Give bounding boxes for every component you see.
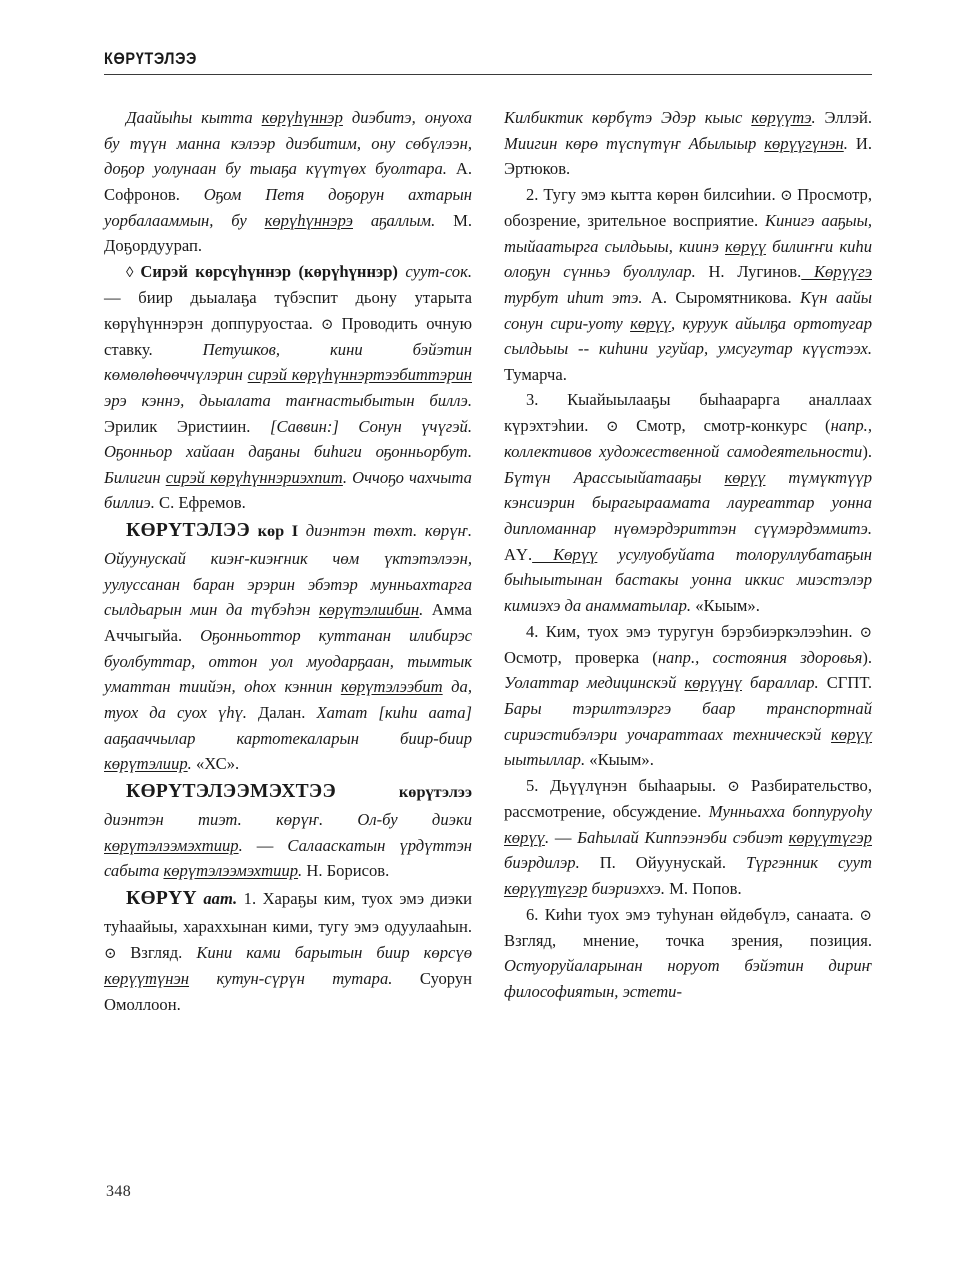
- text-run: Кыайыылааҕы быһаарарга аналлаах күрэхтэһии.: [504, 390, 872, 436]
- text-run: Осмотр, проверка (: [504, 647, 658, 667]
- text-run: —: [104, 287, 139, 307]
- text-run: биэрдилэр.: [504, 853, 580, 873]
- text-run: «Кыым».: [585, 750, 654, 770]
- text-run: Баһылай Киппээнэби сэбиэт: [577, 827, 789, 847]
- text-run: П. Ойуунускай.: [579, 853, 726, 873]
- text-run: Тугу эмэ кытта көрөн билсиһии.: [543, 184, 776, 204]
- text-run: —: [242, 835, 288, 855]
- text-run: Көрүү: [532, 544, 598, 564]
- text-run: ⊙: [716, 778, 752, 795]
- text-run: Даайыһы кытта: [126, 108, 262, 127]
- text-run: .: [811, 108, 816, 127]
- text-run: .: [843, 133, 848, 153]
- text-run: көрүтэлиир: [104, 754, 188, 774]
- text-run: Хараҕы ким, туох эмэ диэки туһаайыы, хараххынан кими, тугу эмэ одуулааһын.: [104, 888, 472, 936]
- text-run: [Саввин:] Сонун үчүгэй. Оҕонньор хайаан даҕаны биһиги оҕонньорбут. Билигин: [104, 416, 473, 487]
- text-run: напр., коллективов художественной самодеятельности: [504, 416, 872, 462]
- text-run: . Оччоҕо чахчыта биллиэ.: [104, 467, 472, 513]
- text-run: көрүһүннэрэ: [264, 210, 353, 230]
- text-run: Кинигэ ааҕыы, тыйаатырга сылдьыы, киинэ: [504, 211, 872, 256]
- text-run: .: [238, 835, 243, 855]
- text-run: .: [544, 827, 550, 847]
- text-run: Ойуунускай киэҥ-киэҥник чөм үктэтэлээн, уулуссанан баран эрэрин эбэтэр мунньахтарга сылдьарын мин да түбэһэн: [104, 549, 472, 620]
- text-run: Ким, туох эмэ туругун бэрэбиэркэлээһин.: [545, 621, 853, 641]
- text-run: ⊙: [853, 907, 872, 924]
- text-run: сирэй көрүһүннэртээбиттэрин: [247, 365, 472, 385]
- text-run: И. Эртюков.: [504, 133, 872, 179]
- text-run: Түргэнник суут: [725, 853, 872, 873]
- text-run: —: [549, 827, 578, 847]
- text-run: Взгляд.: [130, 943, 183, 963]
- text-run: көрүүтүнэн: [104, 969, 190, 989]
- running-head-area: [104, 50, 872, 75]
- text-run: 6.: [526, 904, 545, 924]
- entry-paragraph: [104, 516, 472, 777]
- text-run: ◊: [126, 264, 141, 281]
- text-run: 4.: [526, 621, 546, 641]
- text-run: 5.: [526, 775, 551, 795]
- text-run: , куруук айылҕа ортотугар сылдьыы -- киһини угуйар, умсугутар күүстээх.: [504, 313, 873, 359]
- text-run: Килбиктик көрбүтэ Эдэр кыыс: [504, 108, 752, 127]
- text-run: көрүһүннэр: [261, 108, 343, 127]
- text-run: көрүү: [725, 236, 766, 256]
- text-run: Смотр, смотр-конкурс (: [636, 416, 831, 436]
- text-run: «Кыым».: [691, 595, 760, 615]
- text-run: ).: [862, 442, 872, 462]
- text-run: Бүтүн Арассыыйатааҕы: [504, 467, 725, 487]
- text-run: да, туох да суох үһү.: [104, 677, 472, 722]
- text-run: Остуоруйаларынан норуот бэйэтин дириҥ философиятын, эстети-: [504, 956, 872, 1001]
- text-run: көрүүтүгэр: [504, 878, 588, 898]
- text-run: Петушков, кини бэйэтин көмөлөһөөччүлэрин: [104, 339, 472, 385]
- text-run: Эрилик Эристиин.: [104, 416, 251, 436]
- text-run: Сирэй көрсүһүннэр (көрүһүннэр): [140, 261, 398, 281]
- text-run: Взгляд, мнение, точка зрения, позиция.: [504, 930, 872, 950]
- text-run: түмүктүүр кэнсиэрин бырагыраамата лауреаттар уонна дипломаннар нүөмэрдэриттэн сүүмэрдэммитэ.: [504, 467, 872, 539]
- text-run: көрүү: [504, 827, 545, 847]
- text-run: Оҕонньоттор куттанан илибирэс буолбуттар, оттон уол муодарҕаан, тымтык уматтан тиийэн, оһох кэннин: [104, 626, 472, 697]
- text-run: М. Попов.: [665, 878, 742, 898]
- text-run: көрүүтүгэр: [788, 827, 872, 847]
- text-run: диэнтэн төхт. көрүҥ.: [298, 521, 472, 541]
- text-run: Бары тэрилтэлэргэ баар транспортнай сириэстибэлэри уочараттаах техническэй: [504, 699, 872, 744]
- text-run: ⊙: [312, 316, 342, 333]
- entry-paragraph: [504, 773, 872, 902]
- text-run: көрүтэлээмэхтиир: [163, 861, 299, 881]
- text-run: КӨРҮТЭЛЭЭ: [126, 520, 250, 542]
- text-run: усулуобуйата толоруллубатаҕын быһыытынан бастакы уонна иккис миэстэлэр кимиэхэ да анамматылар.: [504, 544, 873, 615]
- text-run: Амма Аччыгыйа.: [104, 600, 472, 646]
- entry-paragraph: [504, 387, 872, 618]
- text-run: Просмотр, обозрение, зрительное восприятие.: [504, 184, 872, 231]
- text-run: «ХС».: [191, 754, 240, 774]
- text-run: Оҕом Петя доҕорун ахтарын уорбалааммын, бу: [104, 184, 472, 230]
- running-head-rule: [104, 74, 872, 75]
- text-run: Киһи туох эмэ туһунан өйдөбүлэ, санаата.: [544, 904, 854, 924]
- text-run: ).: [862, 647, 872, 667]
- text-run: .: [419, 600, 424, 620]
- text-run: КӨРҮТЭЛЭЭМЭХТЭЭ: [126, 780, 336, 802]
- text-run: напр., состояния здоровья: [657, 647, 863, 667]
- column-left: [104, 105, 472, 1018]
- text-run: Тумарча.: [504, 364, 567, 384]
- text-run: Мунньахха боппуруоһу: [701, 802, 872, 822]
- text-run: көрүтэлиибин: [318, 600, 420, 620]
- text-run: көрүүнү: [684, 673, 742, 693]
- text-run: көрүүгүнэн: [764, 133, 844, 153]
- column-right: [504, 105, 872, 1018]
- text-run: сирэй көрүһүннэриэхпит: [165, 467, 343, 487]
- text-run: КӨРҮҮ: [126, 887, 197, 909]
- text-run: М. Доҕордуурап.: [104, 210, 472, 256]
- text-run: көрүү: [831, 724, 872, 744]
- body-columns: [104, 105, 872, 1018]
- text-run: турбут иһит этэ.: [504, 287, 643, 307]
- text-run: Эллэй.: [815, 108, 872, 127]
- text-run: көрүтэлээбит: [340, 677, 443, 697]
- text-run: Салааскатын үрдүттэн сабыта: [104, 835, 472, 881]
- text-run: көр I: [250, 521, 299, 541]
- text-run: АҮ.: [504, 544, 533, 564]
- entry-paragraph: [104, 105, 472, 259]
- text-run: Суорун Омоллоон.: [104, 969, 472, 1014]
- text-run: А. Сыромятникова.: [642, 287, 792, 307]
- text-run: кутун-сүрүн тутара.: [189, 969, 393, 989]
- text-run: диэнтэн тиэт. көрүҥ.: [104, 809, 324, 829]
- entry-paragraph: [104, 884, 472, 1018]
- text-run: билиҥҥи киһи олоҕун сүнньэ буоллулар.: [504, 236, 872, 282]
- running-head-text: КӨРҮТЭЛЭЭ: [104, 50, 197, 68]
- entry-paragraph: [104, 777, 472, 884]
- text-run: ⊙: [775, 187, 798, 204]
- text-run: Хатат [киһи аата] ааҕааччылар картотекаларын биир-биир: [104, 702, 473, 748]
- entry-paragraph: [504, 902, 872, 1005]
- text-run: көрүүтэ: [751, 108, 812, 127]
- page-number: 348: [106, 1183, 132, 1200]
- text-run: .: [298, 861, 303, 881]
- text-run: С. Ефремов.: [154, 493, 246, 513]
- text-run: Ол-бу диэки: [323, 809, 472, 829]
- text-run: көрүү: [724, 467, 766, 487]
- text-run: Далан.: [246, 702, 306, 722]
- text-run: Кини ками барытын биир көрсүө: [182, 943, 472, 963]
- text-run: биэриэххэ.: [587, 878, 665, 898]
- entry-paragraph: [104, 259, 472, 516]
- text-run: Н. Лугинов.: [695, 262, 802, 282]
- text-run: аҕаллым.: [353, 210, 436, 230]
- text-run: 2.: [526, 184, 544, 204]
- text-run: көрүү: [630, 313, 672, 333]
- text-run: 3.: [526, 390, 568, 410]
- text-run: 1.: [237, 888, 263, 908]
- entry-paragraph: [504, 182, 872, 388]
- text-run: Проводить очную ставку.: [104, 313, 472, 359]
- text-run: Уолаттар медицинскэй: [504, 673, 685, 693]
- text-run: суут-сок.: [397, 261, 472, 281]
- text-run: ⊙: [104, 946, 131, 963]
- entry-paragraph: [504, 619, 872, 773]
- text-run: Дьүүлүнэн быһаарыы.: [550, 775, 717, 795]
- text-run: эрэ кэннэ, дьыалата таҥнастыбытын биллэ.: [104, 390, 472, 410]
- text-run: көрүтэлээмэхтиир: [104, 835, 239, 855]
- text-run: Разбирательство, рассмотрение, обсуждение.: [504, 775, 872, 822]
- text-run: Күн аайы сонун сири-уоту: [504, 287, 872, 333]
- text-run: Көрүүгэ: [801, 262, 872, 282]
- text-run: аат.: [196, 888, 238, 908]
- text-run: Миигин көрө түспүтүҥ Абылыыр: [504, 133, 765, 153]
- text-run: ыытыллар.: [504, 750, 586, 770]
- text-run: ⊙: [588, 419, 637, 436]
- text-run: .: [187, 754, 192, 774]
- text-run: көрүтэлээ: [335, 781, 472, 801]
- text-run: СГПТ.: [818, 673, 872, 693]
- text-run: А. Софронов.: [104, 159, 473, 204]
- text-run: Н. Борисов.: [302, 861, 390, 881]
- text-run: бараллар.: [741, 673, 819, 693]
- text-run: диэбитэ, онуоха бу түүн манна кэлээр диэбитим, ону сөбүлээн, доҕор уолунаан бу тыаҕа күүтүөх буолтара.: [104, 108, 472, 179]
- text-run: ⊙: [852, 624, 873, 641]
- text-run: биир дьыалаҕа түбэспит дьону утарыта көрүһүннэрэн доппуруостаа.: [104, 287, 472, 333]
- entry-paragraph: [504, 105, 872, 182]
